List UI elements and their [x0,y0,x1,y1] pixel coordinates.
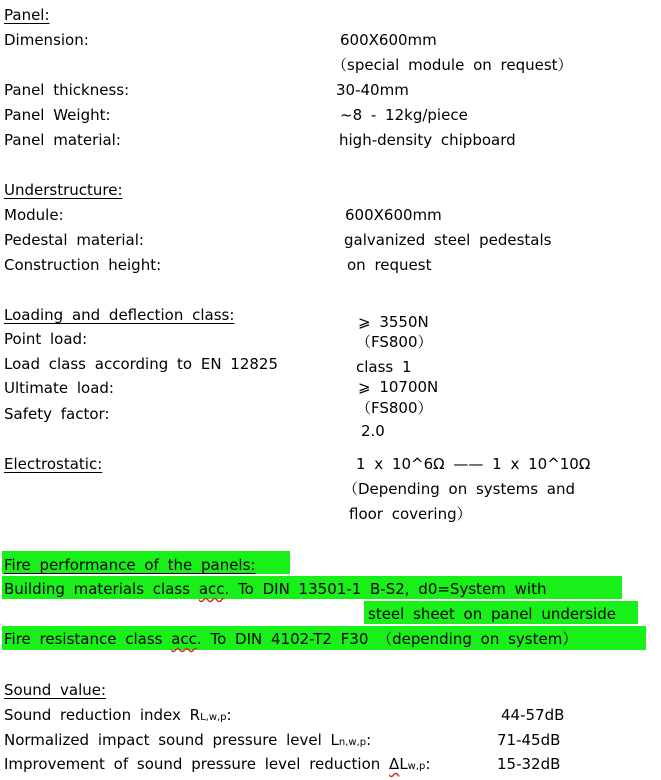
dimension-label: Dimension: [4,31,89,49]
sound-heading: Sound value: [4,681,107,699]
building-materials-class-line: Building materials class acc. To DIN 13501-1 B-S2, d0=System with [4,580,547,598]
construction-height-value: on request [347,256,432,274]
electrostatic-heading: Electrostatic: [4,455,103,473]
understructure-heading: Understructure: [4,181,123,199]
sound-reduction-index-label: Sound reduction index RL,w,p: [4,706,232,724]
panel-thickness-value: 30-40mm [336,81,409,99]
panel-material-label: Panel material: [4,131,121,149]
point-load-value: ⩾ 3550N [358,313,429,331]
panel-weight-value: ~8 - 12kg/piece [340,106,468,124]
panel-thickness-label: Panel thickness: [4,81,130,99]
impact-sound-level-label: Normalized impact sound pressure level Ln,w,p: [4,731,372,749]
dimension-note: （special module on request） [332,56,573,74]
impact-sound-level-value: 71-45dB [497,731,561,749]
panel-material-value: high-density chipboard [339,131,516,149]
pedestal-material-value: galvanized steel pedestals [344,231,552,249]
electrostatic-note-1: （Depending on systems and [343,480,576,498]
panel-weight-label: Panel Weight: [4,106,111,124]
pedestal-material-label: Pedestal material: [4,231,144,249]
fire-heading: Fire performance of the panels: [4,556,256,574]
load-class-label: Load class according to EN 12825 [4,355,279,373]
point-load-note: （FS800） [356,333,433,351]
sound-reduction-index-value: 44-57dB [501,706,565,724]
loading-heading: Loading and deflection class: [4,306,235,324]
construction-height-label: Construction height: [4,256,162,274]
point-load-label: Point load: [4,330,88,348]
safety-factor-label: Safety factor: [4,405,110,423]
panel-heading: Panel: [4,6,50,24]
safety-factor-value: 2.0 [361,422,385,440]
sound-level-improvement-value: 15-32dB [497,755,561,773]
sound-level-improvement-label: Improvement of sound pressure level reduction ΔLw,p: [4,755,431,773]
ultimate-load-note: （FS800） [356,399,433,417]
module-label: Module: [4,206,64,224]
dimension-value: 600X600mm [340,31,437,49]
fire-resistance-class-line: Fire resistance class acc. To DIN 4102-T2 F30 （depending on system） [4,630,578,648]
electrostatic-value: 1 x 10^6Ω —— 1 x 10^10Ω [356,455,591,473]
module-value: 600X600mm [345,206,442,224]
electrostatic-note-2: floor covering） [349,505,472,523]
steel-sheet-line: steel sheet on panel underside [368,605,617,623]
load-class-value: class 1 [356,358,412,376]
ultimate-load-value: ⩾ 10700N [358,378,439,396]
ultimate-load-label: Ultimate load: [4,379,114,397]
